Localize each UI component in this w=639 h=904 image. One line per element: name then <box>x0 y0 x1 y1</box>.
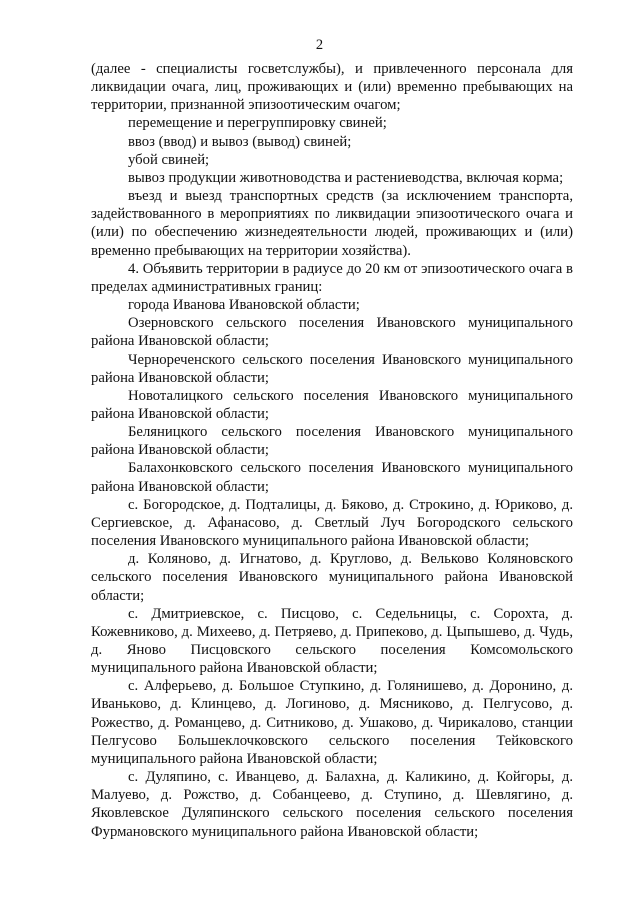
paragraph: убой свиней; <box>128 151 210 168</box>
paragraph: города Иванова Ивановской области; <box>128 297 360 314</box>
paragraph: с. Алферьево, д. Большое Ступкино, д. Голянишево, д. Доронино, д. Иваньково, д. Клинцево, д. Логиново, д. Мясниково, д. Пелгусово, д. Рожество, д. Романцево, д. Ситниково, д. Ушаково, д. Чирикалово, станции Пелгусово Большеклочковского сельского поселения Тейковского муниципального района Ивановской области; <box>91 678 573 767</box>
page-number: 2 <box>315 37 324 53</box>
paragraph: 4. Объявить территории в радиусе до 20 км от эпизоотического очага в пределах административных границ: <box>91 260 573 295</box>
paragraph: Чернореченского сельского поселения Ивановского муниципального района Ивановской области; <box>91 351 573 386</box>
document-body <box>91 60 573 841</box>
paragraph: с. Дуляпино, с. Иванцево, д. Балахна, д. Каликино, д. Койгоры, д. Малуево, д. Рожство, д. Собанцеево, д. Ступино, д. Шевлягино, д. Яковлевское Дуляпинского сельского поселения сельского поселения Фурмановского муниципального района Ивановской области; <box>91 769 573 840</box>
paragraph: (далее - специалисты госветслужбы), и привлеченного персонала для ликвидации очага, лиц, проживающих и (или) временно пребывающих на территории, признанной эпизоотическим очагом; <box>91 61 573 114</box>
paragraph: с. Богородское, д. Подталицы, д. Бяково, д. Строкино, д. Юриково, д. Сергиевское, д. Афанасово, д. Светлый Луч Богородского сельского поселения Ивановского муниципального района Ивановской области; <box>91 496 573 550</box>
paragraph: Беляницкого сельского поселения Ивановского муниципального района Ивановской области; <box>91 424 573 459</box>
paragraph: Новоталицкого сельского поселения Ивановского муниципального района Ивановской области; <box>91 387 573 422</box>
paragraph: перемещение и перегруппировку свиней; <box>128 115 387 132</box>
paragraph: ввоз (ввод) и вывоз (вывод) свиней; <box>128 133 352 150</box>
paragraph: въезд и выезд транспортных средств (за исключением транспорта, задействованного в мероприятиях по ликвидации эпизоотического очага и (или) по обеспечению жизнедеятельности людей, проживающих и (или) временно пребывающих на территории хозяйства). <box>91 188 573 259</box>
paragraph: д. Коляново, д. Игнатово, д. Круглово, д. Вельково Коляновского сельского поселения Ивановского муниципального района Ивановской области; <box>91 551 573 604</box>
paragraph: вывоз продукции животноводства и растениеводства, включая корма; <box>128 169 564 186</box>
paragraph: Озерновского сельского поселения Ивановского муниципального района Ивановской области; <box>91 315 573 350</box>
paragraph: с. Дмитриевское, с. Писцово, с. Седельницы, с. Сорохта, д. Кожевниково, д. Михеево, д. Петряево, д. Припеково, д. Цыпышево, д. Чудь, д. Яново Писцовского сельского поселения Комсомольского муниципального района Ивановской области; <box>91 605 573 677</box>
paragraph: Балахонковского сельского поселения Ивановского муниципального района Ивановской области; <box>91 460 573 495</box>
